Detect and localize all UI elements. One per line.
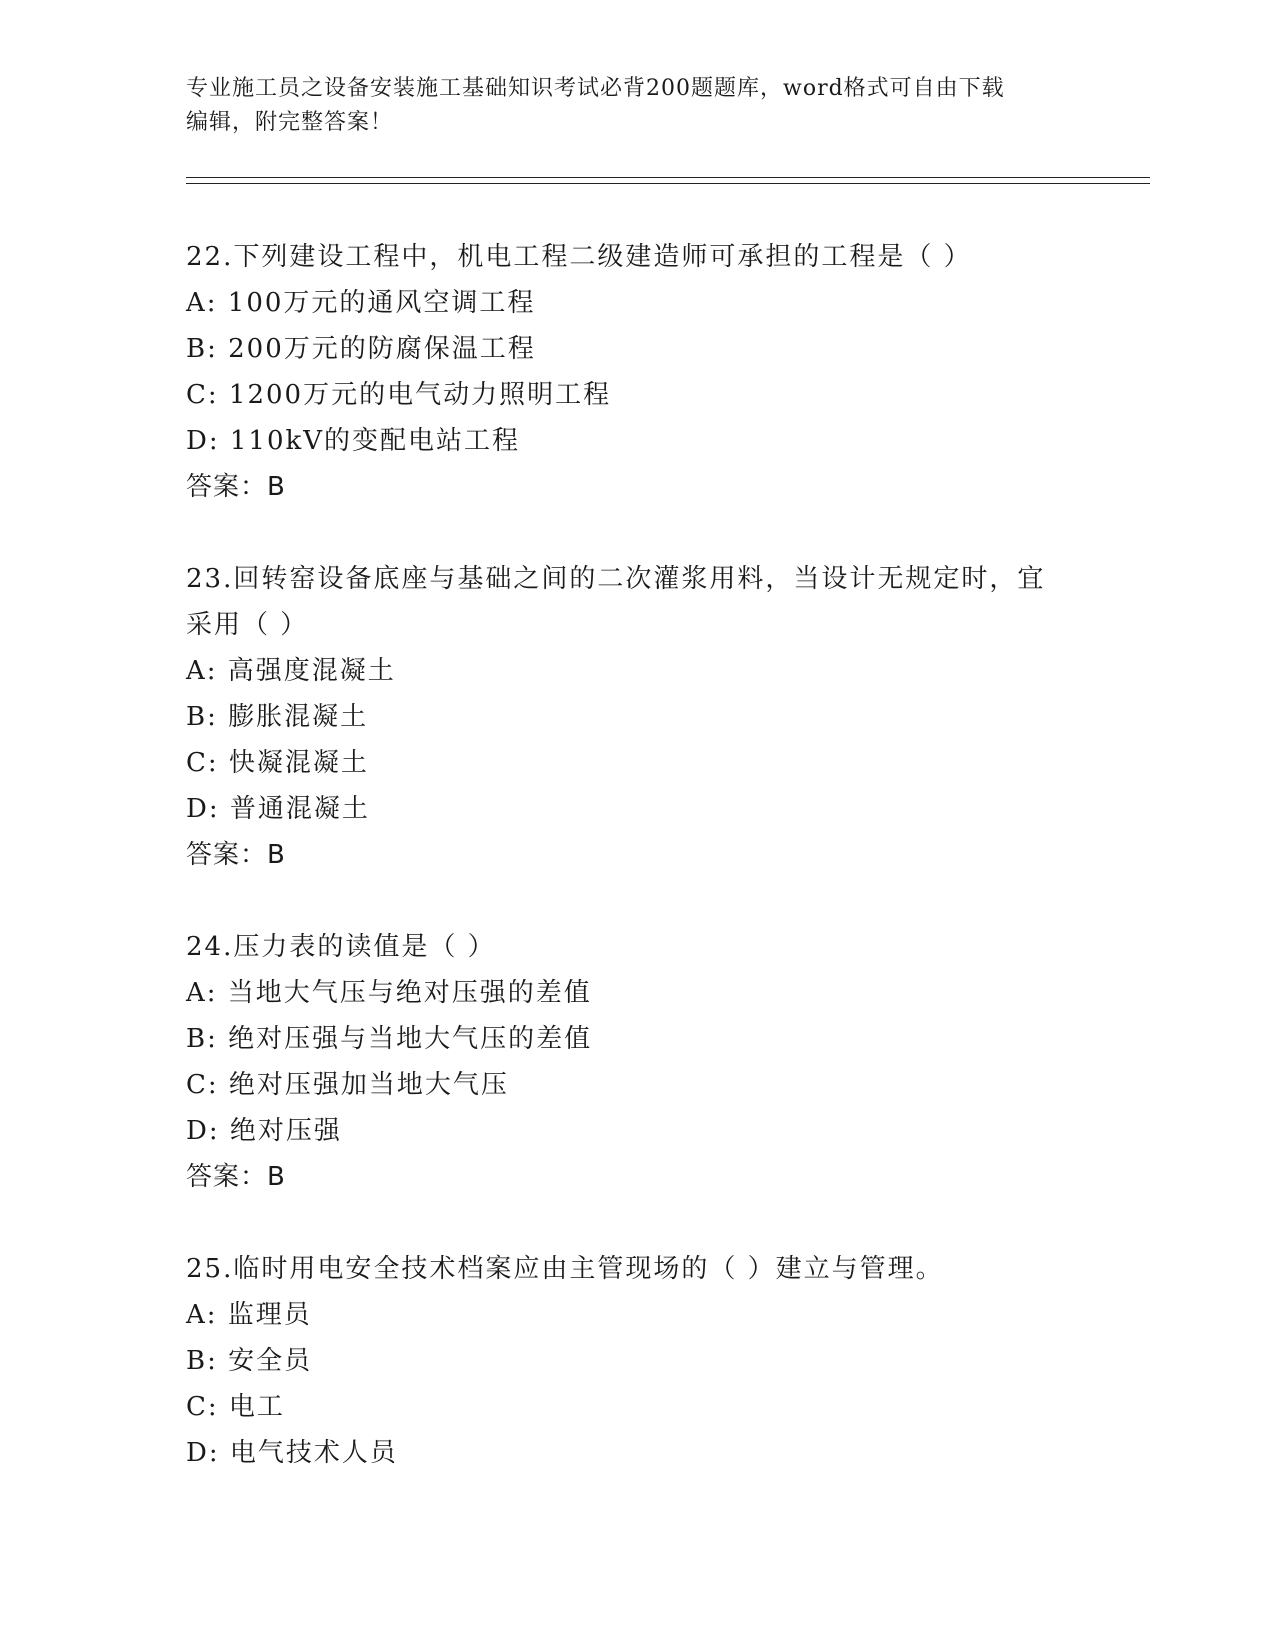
option-b: B: 绝对压强与当地大气压的差值 <box>186 1024 593 1054</box>
header-divider <box>186 177 1150 178</box>
question-stem: 25.临时用电安全技术档案应由主管现场的（ ）建立与管理。 <box>186 1254 944 1284</box>
header-divider-second <box>186 183 1150 184</box>
question-list <box>186 234 1086 1522</box>
answer: 答案：B <box>186 1162 286 1192</box>
option-b: B: 200万元的防腐保温工程 <box>186 334 536 364</box>
option-b: B: 膨胀混凝土 <box>186 702 369 732</box>
option-a: A: 当地大气压与绝对压强的差值 <box>186 978 592 1008</box>
question-stem: 24.压力表的读值是（ ） <box>186 932 496 962</box>
question-23 <box>186 556 1086 878</box>
option-c: C: 绝对压强加当地大气压 <box>186 1070 509 1100</box>
header-line-2: 编辑，附完整答案！ <box>186 110 394 135</box>
option-c: C: 电工 <box>186 1392 285 1422</box>
option-a: A: 监理员 <box>186 1300 312 1330</box>
answer: 答案：B <box>186 472 286 502</box>
document-header <box>186 72 1086 140</box>
answer: 答案：B <box>186 840 286 870</box>
option-a: A: 高强度混凝土 <box>186 656 396 686</box>
option-c: C: 快凝混凝土 <box>186 748 369 778</box>
option-c: C: 1200万元的电气动力照明工程 <box>186 380 612 410</box>
question-22 <box>186 234 1086 510</box>
option-d: D: 绝对压强 <box>186 1116 342 1146</box>
question-stem-continued: 采用（ ） <box>186 610 309 640</box>
option-d: D: 普通混凝土 <box>186 794 370 824</box>
option-d: D: 110kV的变配电站工程 <box>186 426 521 456</box>
question-24 <box>186 924 1086 1200</box>
question-25 <box>186 1246 1086 1476</box>
header-line-1: 专业施工员之设备安装施工基础知识考试必背200题题库，word格式可自由下载 <box>186 76 1005 101</box>
option-d: D: 电气技术人员 <box>186 1438 398 1468</box>
question-stem: 23.回转窑设备底座与基础之间的二次灌浆用料，当设计无规定时，宜 <box>186 564 1046 594</box>
option-b: B: 安全员 <box>186 1346 313 1376</box>
question-stem: 22.下列建设工程中，机电工程二级建造师可承担的工程是（ ） <box>186 242 972 272</box>
option-a: A: 100万元的通风空调工程 <box>186 288 536 318</box>
